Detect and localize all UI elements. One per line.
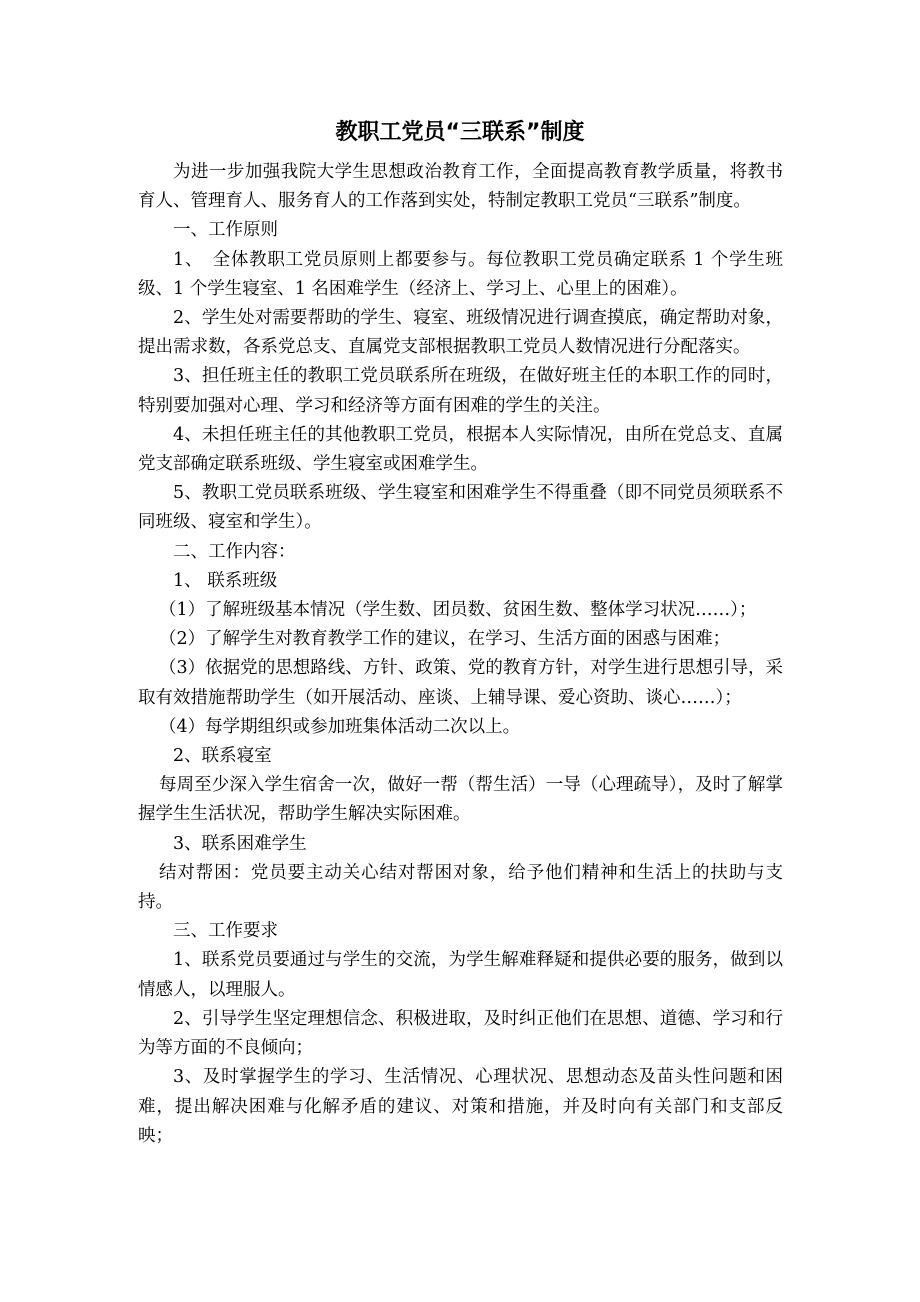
class-item-1: （1）了解班级基本情况（学生数、团员数、贫困生数、整体学习状况……）； xyxy=(159,600,757,621)
section-heading-requirements: 三、工作要求 xyxy=(173,921,278,942)
principle-item-1: 1、 全体教职工党员原则上都要参与。每位教职工党员确定联系 1 个学生班级、1 个学生寝室、1 名困难学生（经济上、学习上、心里上的困难）。 xyxy=(138,249,783,299)
class-item-3: （3）依据党的思想路线、方针、政策、党的教育方针，对学生进行思想引导，采取有效措施帮助学生（如开展活动、座谈、上辅导课、爱心资助、谈心……）； xyxy=(138,658,783,708)
principle-item-5: 5、教职工党员联系班级、学生寝室和困难学生不得重叠（即不同党员须联系不同班级、寝室和学生）。 xyxy=(138,483,783,533)
dorm-paragraph: 每周至少深入学生宿舍一次，做好一帮（帮生活）一导（心理疏导），及时了解掌握学生生活状况，帮助学生解决实际困难。 xyxy=(138,775,783,825)
principle-item-2: 2、学生处对需要帮助的学生、寝室、班级情况进行调查摸底，确定帮助对象，提出需求数，各系党总支、直属党支部根据教职工党员人数情况进行分配落实。 xyxy=(138,308,783,358)
subheading-contact-dorm: 2、联系寝室 xyxy=(173,746,272,767)
document-title: 教职工党员“三联系”制度 xyxy=(335,120,585,145)
subheading-contact-class: 1、 联系班级 xyxy=(173,570,278,591)
section-heading-principles: 一、工作原则 xyxy=(173,220,278,241)
requirement-item-1: 1、联系党员要通过与学生的交流，为学生解难释疑和提供必要的服务，做到以情感人，以理服人。 xyxy=(138,950,783,1000)
principle-item-3: 3、担任班主任的教职工党员联系所在班级，在做好班主任的本职工作的同时，特别要加强对心理、学习和经济等方面有困难的学生的关注。 xyxy=(138,366,783,416)
subheading-contact-students: 3、联系困难学生 xyxy=(173,833,307,854)
class-item-2: （2）了解学生对教育教学工作的建议，在学习、生活方面的困惑与困难； xyxy=(159,629,731,650)
requirement-item-2: 2、引导学生坚定理想信念、积极进取，及时纠正他们在思想、道德、学习和行为等方面的不良倾向； xyxy=(138,1008,783,1059)
intro-paragraph: 为进一步加强我院大学生思想政治教育工作，全面提高教育教学质量，将教书育人、管理育人、服务育人的工作落到实处，特制定教职工党员“三联系”制度。 xyxy=(138,162,783,212)
students-paragraph: 结对帮困：党员要主动关心结对帮困对象，给予他们精神和生活上的扶助与支持。 xyxy=(138,862,783,913)
principle-item-4: 4、未担任班主任的其他教职工党员，根据本人实际情况，由所在党总支、直属党支部确定联系班级、学生寝室或困难学生。 xyxy=(138,424,783,475)
section-heading-content: 二、工作内容： xyxy=(173,541,296,562)
requirement-item-3: 3、及时掌握学生的学习、生活情况、心理状况、思想动态及苗头性问题和困难，提出解决困难与化解矛盾的建议、对策和措施，并及时向有关部门和支部反映； xyxy=(138,1067,783,1146)
class-item-4: （4）每学期组织或参加班集体活动二次以上。 xyxy=(159,716,521,737)
document-body xyxy=(138,158,783,1151)
